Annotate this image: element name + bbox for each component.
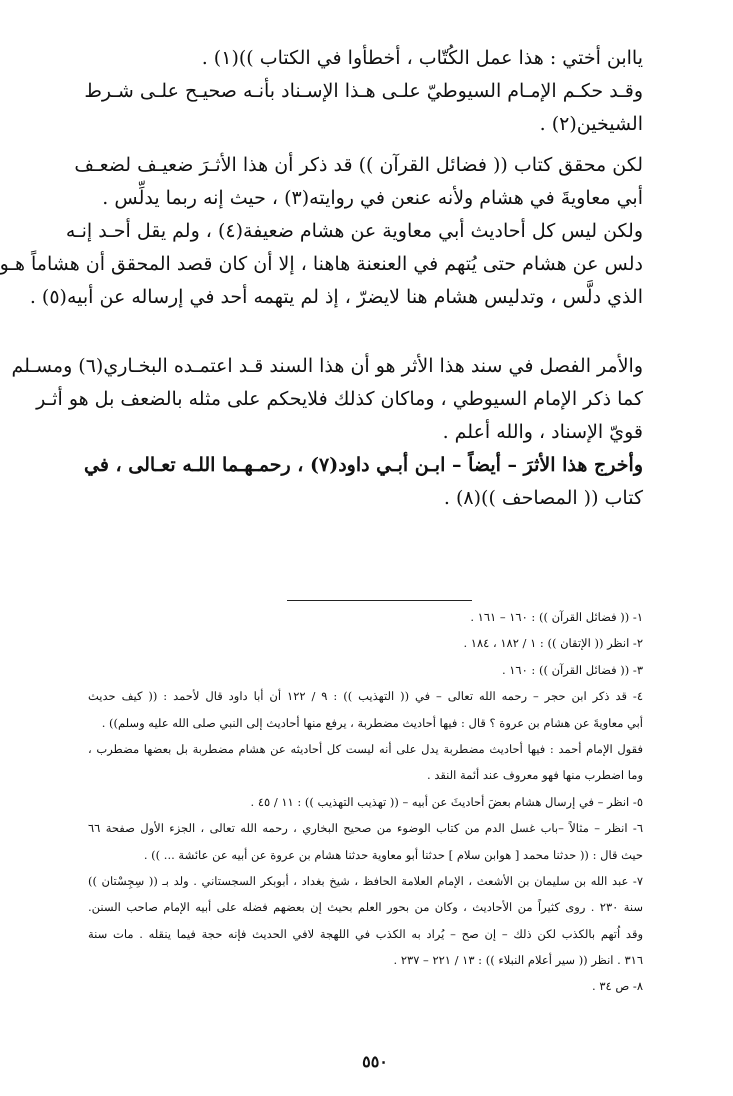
footnote-line: ٥- انظر – في إرسال هشام بعضَ أحاديثَ عن أبيه – (( تهذيب التهذيب )) : ١١ / ٤٥ . (250, 794, 643, 809)
body-line: لكن محقق كتاب (( فضائل القرآن )) قد ذكر أن هذا الأثـرَ ضعيـف لضعـف (74, 154, 643, 176)
footnote-line: ٤- قد ذكر ابن حجر – رحمه الله تعالى – في (( التهذيب )) : ٩ / ١٢٢ أن أبا داود قال لأحمد : (( كيف حديث (88, 689, 643, 704)
footnote-line: ١- (( فضائل القرآن )) : ١٦٠ – ١٦١ . (470, 610, 643, 624)
body-line: الذي دلَّس ، وتدليس هشام هنا لايضرّ ، إذ لم يتهمه أحد في إرساله عن أبيه(٥) . (29, 286, 643, 308)
footnote-line: ٣- (( فضائل القرآن )) : ١٦٠ . (501, 662, 643, 677)
body-line: الشيخين(٢) . (539, 113, 643, 135)
body-line: ولكن ليس كل أحاديث أبي معاوية عن هشام ضعيفة(٤) ، ولم يقل أحـد إنـه (65, 220, 643, 242)
footnote-line: ٣١٦ . انظر (( سير أعلام النبلاء )) : ١٣ / ٢٢١ – ٢٣٧ . (393, 953, 643, 968)
main-text (0, 42, 643, 515)
footnote-line: ٧- عبد الله بن سليمان بن الأشعث ، الإمام العلامة الحافظ ، شيخ بغداد ، أبوبكر السجستاني . ولد بـ (( سِجِسْتان )) (88, 873, 643, 888)
footnote-line: فقول الإمام أحمد : فيها أحاديث مضطربة يدل على أنه ليست كل أحاديثه عن هشام مضطربة بل بعضها مضطرب ، (88, 741, 643, 756)
footnote-line: سنة ٢٣٠ . روى كثيراً من الأحاديث ، وكان من بحور العلم بحيث إن بعضهم فضله على أبيه الإمام صاحب السنن. (88, 900, 643, 915)
footnote-line: ٦- انظر – مثالاً –باب غسل الدم من كتاب الوضوء من صحيح البخاري ، رحمه الله تعالى ، الجزء الأول صفحة ٦٦ (88, 821, 643, 836)
footnote-separator (287, 600, 472, 601)
body-line: دلس عن هشام حتى يُتهم في العنعنة هاهنا ، إلا أن كان قصد المحقق أن هشاماً هـو (0, 253, 643, 275)
footnote-line: ٢- انظر (( الإتقان )) : ١ / ١٨٢ ، ١٨٤ . (463, 636, 643, 651)
footnote-line: حيث قال : (( حدثنا محمد [ هوابن سلام ] حدثنا أبو معاوية حدثنا هشام بن عروة عن أبيه عن عائشة ... )) . (143, 847, 643, 862)
body-line: ياابن أختي : هذا عمل الكُتّاب ، أخطأوا في الكتاب ))(١) . (201, 47, 643, 69)
footnote-line: وقد اُتهم بالكذب لكن ذلك – إن صح – يُراد به الكذب في اللهجة لافي الحديث فإنه حجة فيما ينقله . مات سنة (88, 926, 643, 941)
body-line: قويّ الإسناد ، والله أعلم . (442, 421, 643, 443)
body-line: وقـد حكـم الإمـام السيوطيّ علـى هـذا الإسـناد بأنـه صحيـح علـى شـرط (84, 80, 643, 102)
body-line: كتاب (( المصاحف ))(٨) . (443, 487, 643, 509)
footnotes (88, 604, 643, 1000)
body-line: كما ذكر الإمام السيوطي ، وماكان كذلك فلايحكم على مثله بالضعف بل هو أثـر (36, 388, 643, 410)
footnote-line: أبي معاويةَ عن هشام بن عروة ؟ قال : فيها أحاديث مضطربة ، يرفع منها أحاديث إلى النبي صلى الله عليه وسلم)) . (101, 715, 643, 730)
footnote-line: ٨- ص ٣٤ . (592, 979, 643, 994)
body-line: أبي معاويةَ في هشام ولأنه عنعن في روايته(٣) ، حيث إنه ربما يدلِّس . (102, 187, 643, 209)
page-number: ٥٥٠ (362, 1052, 388, 1071)
body-line: والأمر الفصل في سند هذا الأثر هو أن هذا السند قـد اعتمـده البخـاري(٦) ومسـلم (11, 355, 643, 377)
footnote-line: وما اضطرب منها فهو معروف عند أئمة النقد . (427, 768, 643, 783)
body-line: وأخرج هذا الأثرَ – أيضاً – ابـن أبـي داود(٧) ، رحمـهـما اللـه تعـالى ، في (84, 454, 643, 476)
